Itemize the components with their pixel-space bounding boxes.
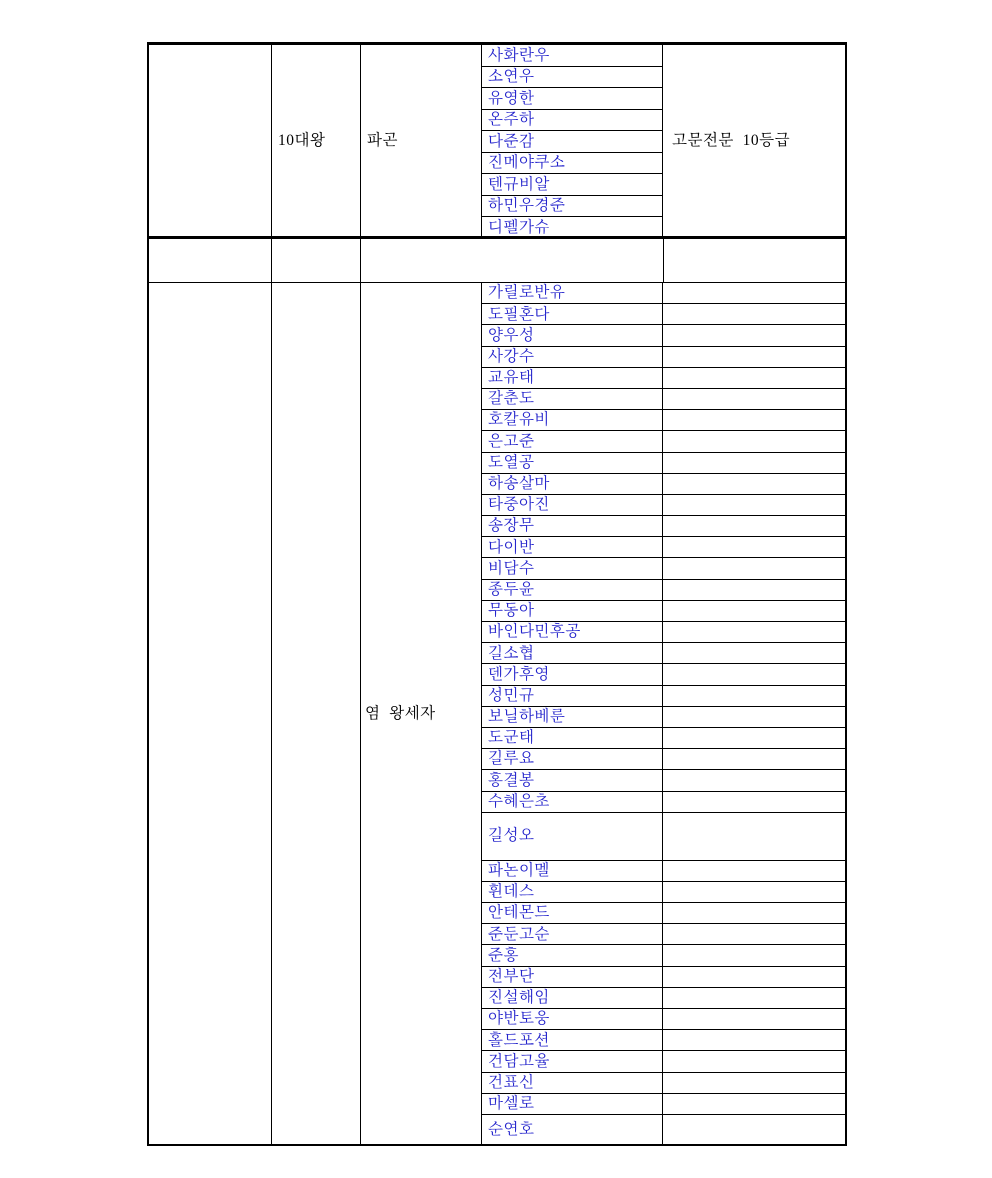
section-1 (149, 45, 845, 239)
member-row (482, 882, 845, 903)
member-name: 무동아 (488, 602, 535, 620)
member-name: 사화란우 (488, 46, 550, 64)
member-row (482, 347, 845, 368)
member-row (482, 601, 845, 622)
member-name: 건담고율 (488, 1052, 550, 1070)
member-name: 길루요 (488, 750, 535, 768)
s2-empty-cell-2 (272, 283, 361, 1144)
member-cell (482, 516, 663, 536)
empty-cell (663, 643, 845, 663)
empty-cell (663, 967, 845, 987)
member-cell (482, 304, 663, 324)
member-name: 하민우경준 (488, 197, 566, 214)
member-cell (482, 174, 662, 196)
empty-cell (663, 707, 845, 727)
member-row (482, 1073, 845, 1094)
s1-member-list (482, 45, 663, 236)
member-cell (482, 924, 663, 944)
empty-cell (663, 580, 845, 600)
s1-grade-label: 고문전문 10등급 (672, 131, 791, 149)
empty-cell (663, 686, 845, 706)
member-row (482, 813, 845, 861)
member-name: 길성오 (488, 827, 535, 845)
member-cell (482, 88, 662, 110)
member-row (482, 410, 845, 431)
member-row (482, 686, 845, 707)
s1-rank-cell (272, 45, 361, 236)
member-row (482, 967, 845, 988)
member-row (482, 1094, 845, 1115)
member-row (482, 1051, 845, 1072)
empty-cell (663, 664, 845, 684)
member-row (482, 431, 845, 452)
member-name: 송장무 (488, 517, 535, 535)
empty-cell (663, 1009, 845, 1029)
member-row (482, 283, 845, 304)
empty-cell (663, 622, 845, 642)
member-name: 야반토웅 (488, 1010, 550, 1028)
member-name: 은고준 (488, 432, 535, 450)
member-row (482, 988, 845, 1009)
member-row (482, 622, 845, 643)
member-cell (482, 945, 663, 965)
member-name: 갈춘도 (488, 390, 535, 408)
member-name: 하송살마 (488, 475, 550, 493)
empty-cell (663, 431, 845, 451)
member-cell (482, 967, 663, 987)
spacer-row (149, 239, 845, 283)
member-cell (482, 903, 663, 923)
member-name: 파논이멜 (488, 862, 550, 880)
spacer-cell-4 (664, 239, 845, 282)
member-name: 성민규 (488, 686, 535, 704)
section-2 (149, 283, 845, 1144)
roster-table (147, 42, 847, 1146)
s1-grade-cell (663, 45, 845, 236)
empty-cell (663, 1115, 845, 1144)
empty-cell (663, 924, 845, 944)
member-name: 온주하 (488, 111, 535, 128)
member-name: 마셀로 (488, 1095, 535, 1113)
member-row (482, 770, 845, 791)
member-name: 준둔고순 (488, 925, 550, 943)
member-cell (482, 1051, 663, 1071)
member-row (482, 664, 845, 685)
member-cell (482, 1009, 663, 1029)
member-cell (482, 813, 663, 860)
empty-cell (663, 516, 845, 536)
member-row (482, 707, 845, 728)
member-cell (482, 45, 662, 67)
member-cell (482, 707, 663, 727)
spacer-cell-1 (149, 239, 272, 282)
member-name: 준홍 (488, 946, 519, 964)
member-cell (482, 431, 663, 451)
member-cell (482, 580, 663, 600)
empty-cell (663, 304, 845, 324)
member-name: 순연호 (488, 1120, 535, 1138)
member-row (482, 304, 845, 325)
member-row (482, 1009, 845, 1030)
empty-cell (663, 368, 845, 388)
member-row (482, 495, 845, 516)
s2-member-list (482, 283, 845, 1144)
empty-cell (663, 770, 845, 790)
member-cell (482, 283, 663, 303)
empty-cell (663, 861, 845, 881)
empty-cell (663, 283, 845, 303)
member-cell (482, 643, 663, 663)
member-cell (482, 537, 663, 557)
spacer-cell-2 (272, 239, 361, 282)
member-row (482, 389, 845, 410)
member-cell (482, 622, 663, 642)
s1-rank-label: 10대왕 (278, 131, 326, 149)
member-cell (482, 67, 662, 89)
empty-cell (663, 601, 845, 621)
empty-cell (663, 728, 845, 748)
member-cell (482, 749, 663, 769)
member-name: 도열공 (488, 453, 535, 471)
s2-empty-cell-1 (149, 283, 272, 1144)
member-cell (482, 1073, 663, 1093)
member-name: 텐규비알 (488, 175, 550, 193)
member-row (482, 368, 845, 389)
s1-chief-cell (361, 45, 482, 236)
member-row (482, 749, 845, 770)
member-name: 소연우 (488, 68, 535, 85)
member-cell (482, 389, 663, 409)
member-name: 도군태 (488, 729, 535, 747)
member-name: 휜데스 (488, 883, 535, 901)
member-cell (482, 217, 662, 239)
member-name: 건표신 (488, 1073, 535, 1091)
member-name: 홍결봉 (488, 771, 535, 789)
member-name: 디펠가슈 (488, 219, 550, 236)
empty-cell (663, 988, 845, 1008)
member-name: 타중아진 (488, 496, 550, 514)
member-row (482, 903, 845, 924)
s1-chief-label: 파곤 (367, 131, 398, 149)
member-row (482, 861, 845, 882)
member-name: 진설해임 (488, 989, 550, 1007)
member-row (482, 643, 845, 664)
empty-cell (663, 1073, 845, 1093)
empty-cell (663, 813, 845, 860)
s1-empty-cell-1 (149, 45, 272, 236)
member-name: 수혜은초 (488, 792, 550, 810)
empty-cell (663, 749, 845, 769)
member-name: 보닐하베룬 (488, 708, 566, 726)
member-name: 길소협 (488, 644, 535, 662)
member-cell (482, 153, 662, 175)
member-row (482, 558, 845, 579)
member-cell (482, 988, 663, 1008)
empty-cell (663, 882, 845, 902)
member-name: 종두윤 (488, 580, 535, 598)
empty-cell (663, 945, 845, 965)
member-name: 다이반 (488, 538, 535, 556)
member-cell (482, 325, 663, 345)
member-cell (482, 495, 663, 515)
member-row (482, 728, 845, 749)
member-cell (482, 1094, 663, 1114)
empty-cell (663, 495, 845, 515)
member-cell (482, 368, 663, 388)
member-row (482, 945, 845, 966)
member-name: 사강수 (488, 347, 535, 365)
member-name: 바인다민후공 (488, 623, 581, 641)
member-cell (482, 410, 663, 430)
member-cell (482, 601, 663, 621)
empty-cell (663, 474, 845, 494)
member-cell (482, 728, 663, 748)
spacer-cell-3 (361, 239, 664, 282)
member-cell (482, 686, 663, 706)
member-row (482, 325, 845, 346)
empty-cell (663, 537, 845, 557)
member-cell (482, 558, 663, 578)
member-row (482, 792, 845, 813)
member-name: 가릴로반유 (488, 284, 566, 302)
s2-chief-cell (361, 283, 482, 1144)
empty-cell (663, 792, 845, 812)
member-row (482, 1115, 845, 1144)
empty-cell (663, 389, 845, 409)
s2-chief-label: 염 왕세자 (365, 704, 436, 722)
member-cell (482, 861, 663, 881)
member-row (482, 453, 845, 474)
empty-cell (663, 347, 845, 367)
member-cell (482, 110, 662, 132)
member-cell (482, 474, 663, 494)
member-name: 호칼유비 (488, 411, 550, 429)
member-cell (482, 792, 663, 812)
member-row (482, 516, 845, 537)
member-name: 다준감 (488, 132, 535, 150)
member-row (482, 474, 845, 495)
member-row (482, 537, 845, 558)
member-cell (482, 131, 662, 153)
empty-cell (663, 1051, 845, 1071)
member-name: 진메야쿠소 (488, 154, 566, 171)
member-cell (482, 1030, 663, 1050)
member-row (482, 1030, 845, 1051)
member-name: 덴가후영 (488, 665, 550, 683)
empty-cell (663, 558, 845, 578)
member-name: 홀드포션 (488, 1031, 550, 1049)
empty-cell (663, 453, 845, 473)
member-name: 교유태 (488, 369, 535, 387)
member-name: 도필혼다 (488, 305, 550, 323)
member-name: 전부단 (488, 967, 535, 985)
member-name: 유영한 (488, 89, 535, 107)
member-name: 비담수 (488, 559, 535, 577)
empty-cell (663, 1094, 845, 1114)
member-name: 양우성 (488, 326, 535, 344)
empty-cell (663, 325, 845, 345)
member-cell (482, 347, 663, 367)
member-name: 안테몬드 (488, 904, 550, 922)
member-cell (482, 882, 663, 902)
member-row (482, 580, 845, 601)
empty-cell (663, 410, 845, 430)
empty-cell (663, 903, 845, 923)
member-cell (482, 196, 662, 218)
member-cell (482, 770, 663, 790)
empty-cell (663, 1030, 845, 1050)
member-row (482, 924, 845, 945)
member-cell (482, 453, 663, 473)
member-cell (482, 1115, 663, 1144)
member-cell (482, 664, 663, 684)
